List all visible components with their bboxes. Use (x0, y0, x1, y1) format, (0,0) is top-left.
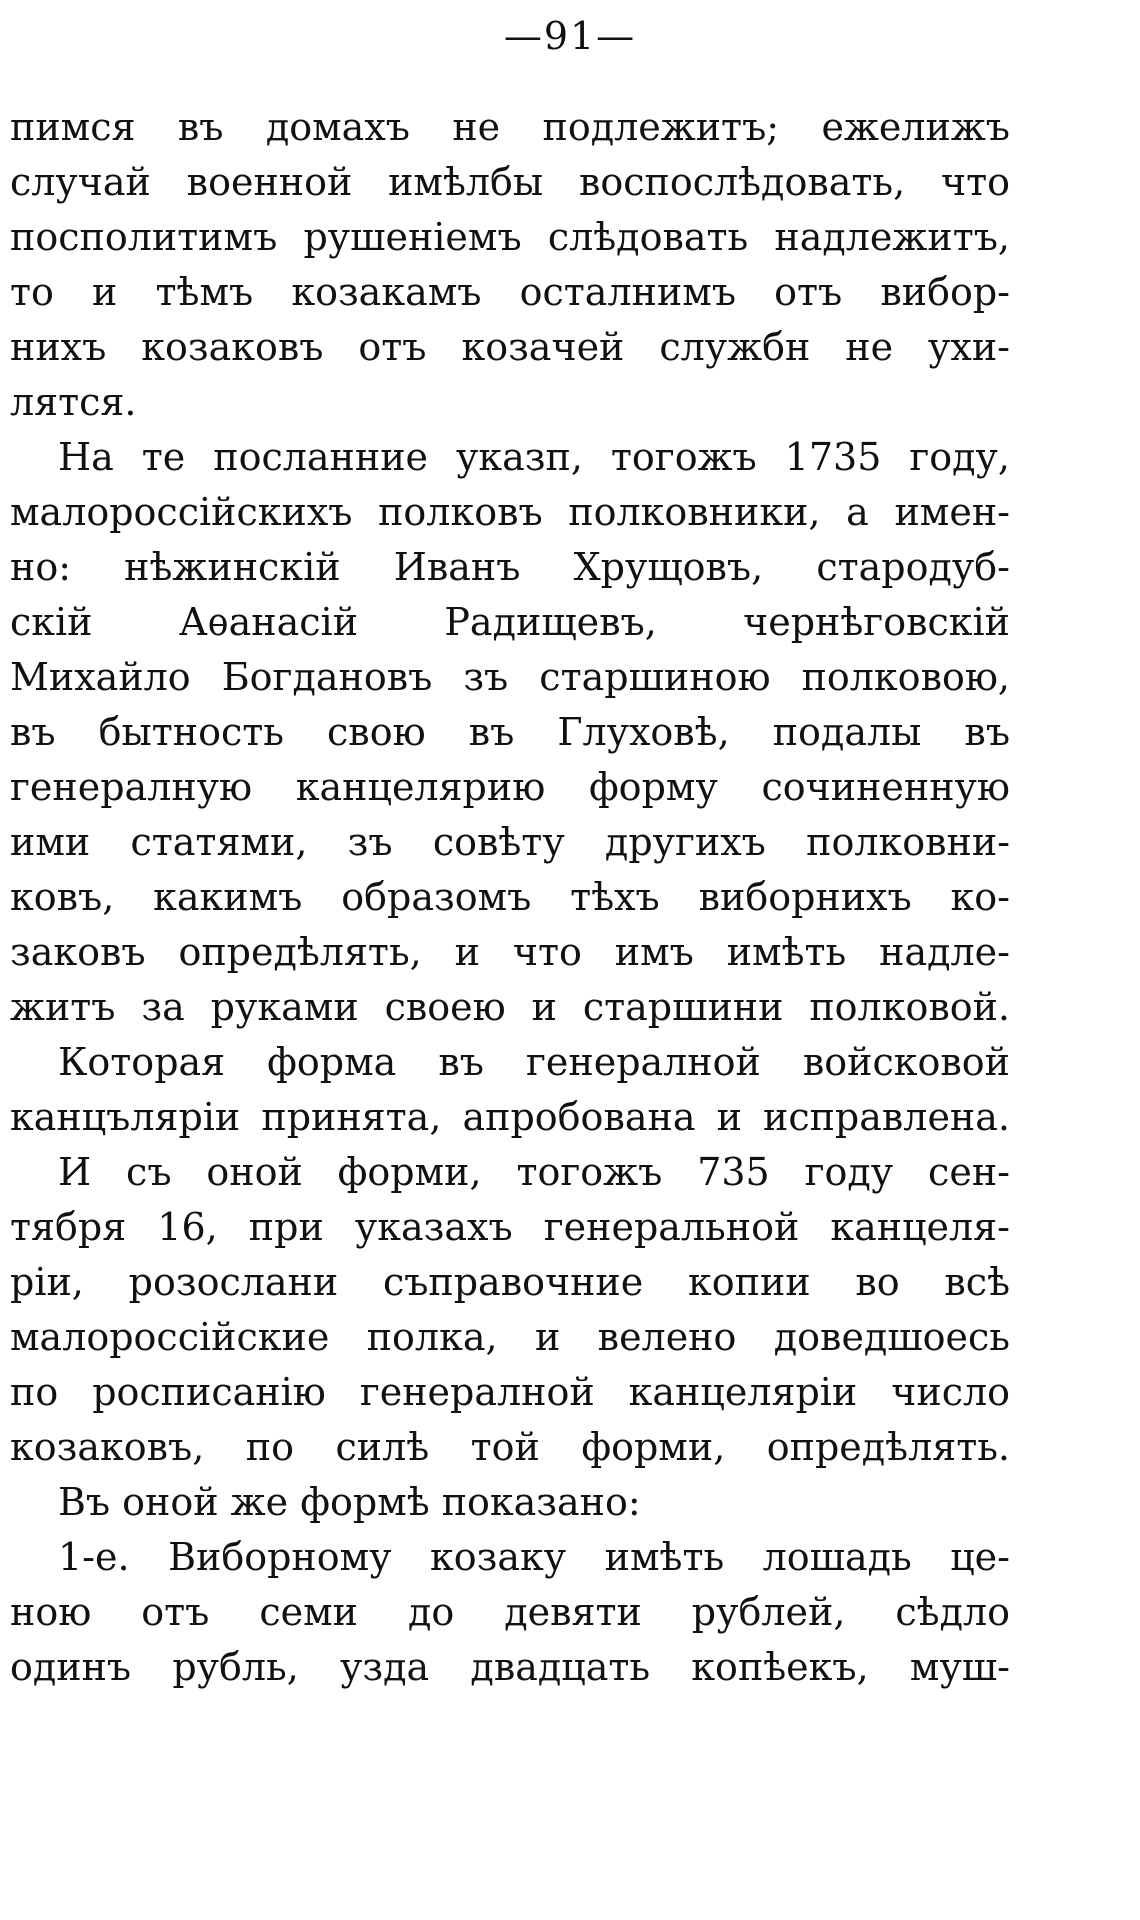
text-line: Которая форма въ генералной войсковой (58, 1040, 1010, 1084)
text-line: канцъляріи принята, апробована и исправлена. (10, 1095, 1010, 1139)
text-line: по росписанію генералной канцеляріи число (10, 1370, 1010, 1414)
text-line: житъ за руками своею и старшини полковой. (10, 985, 1010, 1029)
text-line: ріи, розослани съправочние копии во всѣ (10, 1260, 1010, 1304)
body-text (10, 100, 1010, 1695)
text-line: въ бытность свою въ Глуховѣ, подалы въ (10, 710, 1010, 754)
text-line: нихъ козаковъ отъ козачей службн не ухи- (10, 325, 1010, 369)
text-line: тября 16, при указахъ генеральной канцеля- (10, 1205, 1010, 1249)
text-line: скій Аѳанасій Радищевъ, чернѣговскій (10, 600, 1010, 644)
text-line: одинъ рубль, узда двадцать копѣекъ, муш- (10, 1645, 1010, 1689)
text-line: генералную канцелярию форму сочиненную (10, 765, 1010, 809)
text-line: ною отъ семи до девяти рублей, сѣдло (10, 1590, 1010, 1634)
text-line: 1-е. Виборному козаку имѣть лошадь це- (58, 1535, 1010, 1579)
text-line: случай военной имѣлбы воспослѣдовать, что (10, 160, 1010, 204)
text-line: ковъ, какимъ образомъ тѣхъ виборнихъ ко- (10, 875, 1010, 919)
text-line: И съ оной форми, тогожъ 735 году сен- (58, 1150, 1010, 1194)
text-line: малороссійскихъ полковъ полковники, а имен- (10, 490, 1010, 534)
text-line: заковъ опредѣлять, и что имъ имѣть надле- (10, 930, 1010, 974)
text-line: лятся. (10, 380, 137, 424)
text-line: то и тѣмъ козакамъ осталнимъ отъ вибор- (10, 270, 1010, 314)
text-line: Михайло Богдановъ зъ старшиною полковою, (10, 655, 1010, 699)
text-line: ими статями, зъ совѣту другихъ полковни- (10, 820, 1010, 864)
page-number: —91— (503, 14, 637, 58)
text-line: козаковъ, по силѣ той форми, опредѣлять. (10, 1425, 1010, 1469)
text-line: На те посланние указп, тогожъ 1735 году, (58, 435, 1010, 479)
text-line: посполитимъ рушеніемъ слѣдовать надлежитъ, (10, 215, 1010, 259)
text-line: Въ оной же формѣ показано: (58, 1480, 641, 1524)
text-line: но: нѣжинскій Иванъ Хрущовъ, стародуб- (10, 545, 1010, 589)
text-line: пимся въ домахъ не подлежитъ; ежелижъ (10, 105, 1010, 149)
text-line: малороссійские полка, и велено доведшоесь (10, 1315, 1010, 1359)
